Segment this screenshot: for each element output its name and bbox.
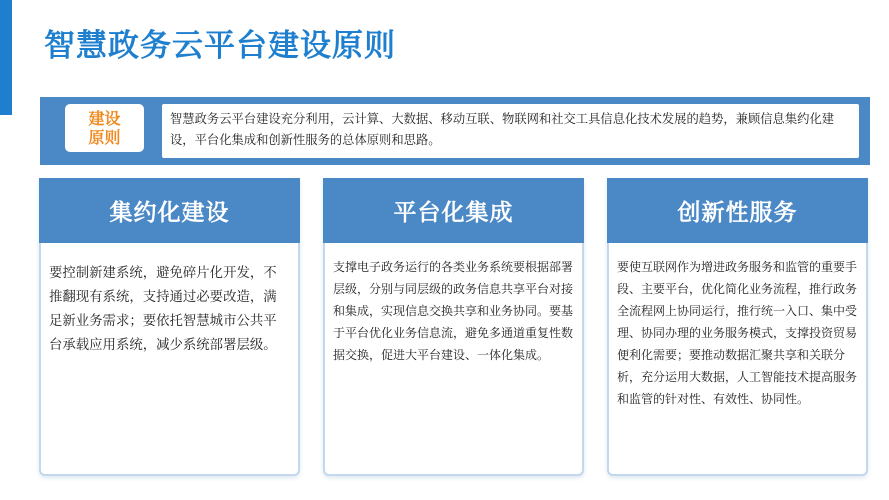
left-accent-bar	[0, 0, 12, 115]
intro-banner	[40, 97, 870, 165]
card-innovative-service	[607, 178, 868, 476]
intro-badge	[65, 104, 144, 152]
card-header	[323, 178, 584, 243]
card-body: 要使互联网作为增进政务服务和监管的重要手段、主要平台，优化简化业务流程，推行政务全流程网上协同运行，推行统一入口、集中受理、协同办理的业务服务模式，支撑投资贸易便利化需要；要推动数据汇聚共享和关联分析，充分运用大数据，人工智能技术提高服务和监管的针对性、有效性、协同性。	[617, 260, 858, 406]
intro-badge-label: 建设原则	[88, 109, 121, 147]
card-heading: 平台化集成	[393, 200, 514, 226]
card-heading: 集约化建设	[109, 200, 230, 226]
card-header	[607, 178, 868, 243]
card-header	[39, 178, 300, 243]
card-platform-integration	[323, 178, 584, 476]
card-body: 要控制新建系统，避免碎片化开发，不推翻现有系统，支持通过必要改造，满足新业务需求；要依托智慧城市公共平台承载应用系统，减少系统部署层级。	[49, 266, 277, 353]
page-title: 智慧政务云平台建设原则	[44, 28, 396, 64]
card-intensive-construction	[39, 178, 300, 476]
intro-text: 智慧政务云平台建设充分利用，云计算、大数据、移动互联、物联网和社交工具信息化技术发展的趋势，兼顾信息集约化建设，平台化集成和创新性服务的总体原则和思路。	[162, 104, 859, 158]
card-body: 支撑电子政务运行的各类业务系统要根据部署层级，分别与同层级的政务信息共享平台对接和集成，实现信息交换共享和业务协同。要基于平台优化业务信息流，避免多通道重复性数据交换，促进大平台建设、一体化集成。	[333, 260, 574, 362]
card-heading: 创新性服务	[677, 200, 798, 226]
